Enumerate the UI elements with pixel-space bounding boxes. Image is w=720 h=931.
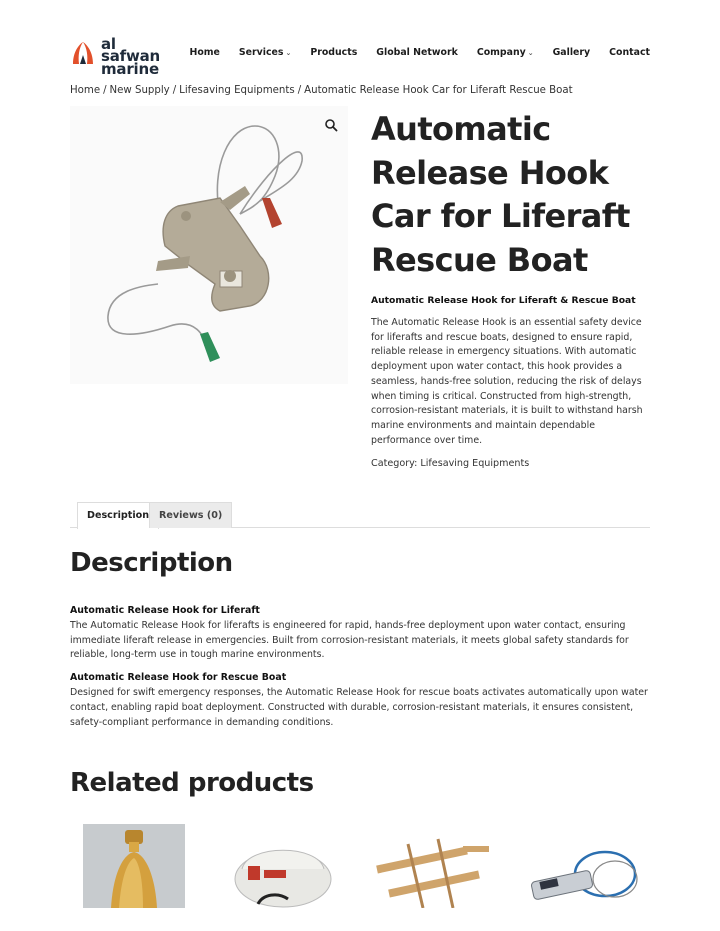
nav-label: Products — [310, 47, 358, 58]
description-body — [70, 604, 650, 738]
logo-text-line2: marine — [101, 60, 159, 78]
nav-home[interactable] — [189, 47, 219, 58]
logo-wordmark — [101, 35, 179, 78]
related-product-ladder[interactable] — [368, 824, 498, 908]
nav-gallery[interactable] — [553, 47, 591, 58]
nav-services[interactable] — [239, 47, 291, 58]
chevron-down-icon: ⌄ — [285, 49, 292, 57]
description-subheading-rescue-boat: Automatic Release Hook for Rescue Boat — [70, 672, 287, 684]
product-category — [371, 458, 651, 469]
logo-text-line1: al safwan — [101, 35, 161, 65]
chevron-down-icon: ⌄ — [527, 49, 534, 57]
nav-label: Home — [189, 47, 220, 58]
related-product-liferaft[interactable] — [218, 824, 348, 908]
breadcrumb-separator: / — [103, 85, 107, 96]
breadcrumb-separator: / — [297, 85, 302, 96]
nav-global-network[interactable] — [376, 47, 458, 58]
breadcrumb-separator: / — [172, 85, 177, 96]
pilot-ladder-image — [368, 824, 498, 908]
tab-description[interactable]: Description — [77, 502, 159, 529]
product-title: Automatic Release Hook Car for Liferaft Rescue Boat — [371, 110, 630, 279]
breadcrumb-lifesaving[interactable]: Lifesaving Equipments — [179, 85, 295, 96]
related-product-bell[interactable] — [83, 824, 185, 908]
brass-bell-image — [83, 824, 185, 908]
nav-products[interactable] — [310, 47, 357, 58]
category-label: Category: — [371, 458, 418, 470]
nav-company[interactable] — [477, 47, 534, 58]
breadcrumb-new-supply[interactable]: New Supply — [109, 85, 170, 96]
product-summary — [371, 108, 651, 469]
product-image[interactable] — [70, 106, 348, 384]
related-heading: Related products — [70, 768, 314, 798]
nav-label: Services — [238, 47, 284, 58]
magnifier-icon[interactable] — [324, 118, 338, 132]
logo-sail-icon — [69, 40, 97, 66]
description-text-liferaft: The Automatic Release Hook for liferafts is engineered for rapid, hands-free deployment upon water contact, ensuring immediate liferaft release in emergencies. Built from corrosion-resistant materials, it meets global safety standards for reliable, long-term use in tough marine environments. — [70, 619, 629, 661]
summary-description: The Automatic Release Hook is an essential safety device for liferafts and rescue boats, designed to ensure rapid, reliable release in emergency situations. With automatic deployment upon water contact, this hook provides a seamless, hands-free solution, reducing the risk of delays when timing is critical. Constructed from high-strength, corrosion-resistant materials, it is built to withstand harsh marine environments and maintain dependable performance over time. — [371, 317, 643, 446]
nav-contact[interactable] — [609, 47, 650, 58]
related-products — [70, 824, 650, 908]
nav-label: Contact — [609, 47, 650, 58]
nav-label: Global Network — [376, 47, 458, 58]
related-product-release-unit[interactable] — [520, 824, 650, 908]
release-hook-illustration — [70, 106, 348, 384]
description-subheading-liferaft: Automatic Release Hook for Liferaft — [70, 605, 260, 616]
liferaft-canister-image — [218, 824, 348, 908]
category-link[interactable]: Lifesaving Equipments — [420, 458, 530, 470]
description-text-rescue-boat: Designed for swift emergency responses, the Automatic Release Hook for rescue boats activates automatically upon water contact, enabling rapid boat deployment. Constructed with durable, corrosion-resistant materials, it ensures consistent, safety-compliant performance in demanding conditions. — [70, 686, 648, 728]
main-nav — [170, 47, 650, 58]
description-heading: Description — [70, 548, 233, 578]
nav-label: Gallery — [552, 47, 591, 58]
breadcrumb-current: Automatic Release Hook Car for Liferaft Rescue Boat — [304, 85, 573, 96]
site-logo[interactable] — [69, 35, 179, 78]
site-header — [0, 0, 720, 80]
breadcrumb — [70, 85, 573, 96]
release-unit-image — [520, 824, 650, 908]
tab-reviews[interactable]: Reviews (0) — [149, 502, 232, 528]
summary-heading: Automatic Release Hook for Liferaft & Rescue Boat — [371, 295, 636, 306]
breadcrumb-home[interactable]: Home — [70, 85, 101, 96]
nav-label: Company — [476, 47, 526, 58]
product-tabs — [70, 502, 650, 528]
